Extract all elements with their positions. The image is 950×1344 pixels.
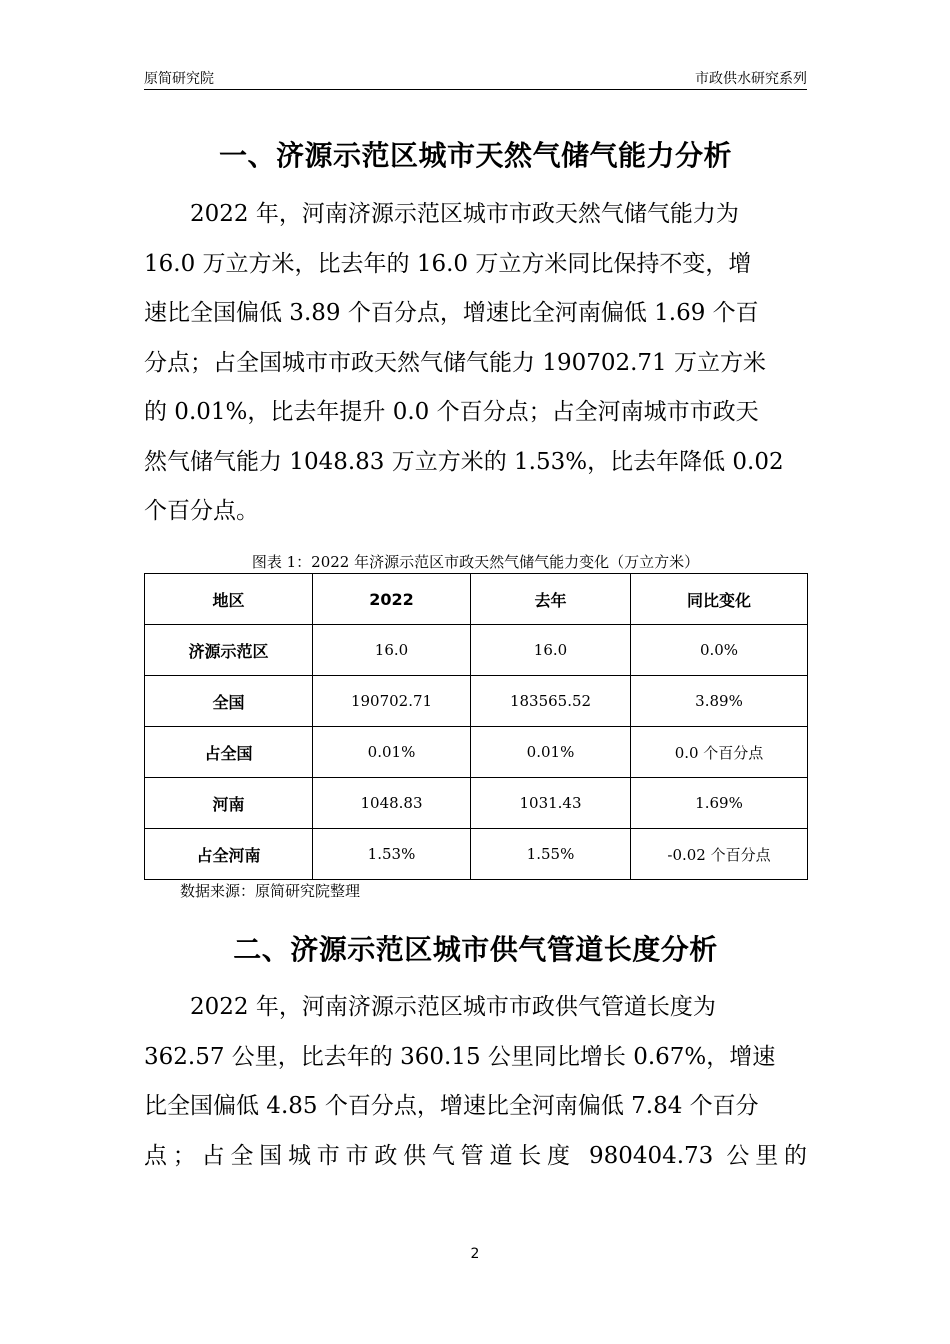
table-row (145, 676, 808, 727)
table-cell: 0.01% (313, 727, 471, 778)
row-label: 占全国 (145, 727, 313, 778)
table-cell: 183565.52 (471, 676, 631, 727)
header-series-title: 市政供水研究系列 (695, 71, 807, 87)
section1-line: 分点；占全国城市市政天然气储气能力 190702.71 万立方米 (144, 349, 766, 376)
section1-line: 个百分点。 (144, 498, 259, 524)
section2-line: 点；占全国城市市政供气管道长度 980404.73 公里的 (144, 1142, 807, 1169)
table-cell: 190702.71 (313, 676, 471, 727)
table-source-note: 数据来源：原简研究院整理 (180, 882, 361, 900)
table-cell: 1.55% (471, 829, 631, 880)
column-header: 地区 (145, 574, 313, 625)
section1-line: 16.0 万立方米，比去年的 16.0 万立方米同比保持不变，增 (144, 250, 752, 277)
table-cell: 1.69% (631, 778, 808, 829)
section1-line: 然气储气能力 1048.83 万立方米的 1.53%，比去年降低 0.02 (144, 448, 784, 475)
table-cell: 0.0 个百分点 (631, 727, 808, 778)
table-row (145, 727, 808, 778)
section2-line: 比全国偏低 4.85 个百分点，增速比全河南偏低 7.84 个百分 (144, 1093, 759, 1119)
section2-heading: 二、济源示范区城市供气管道长度分析 (233, 933, 718, 966)
header-rule (144, 89, 807, 90)
page-header (144, 66, 807, 88)
row-label: 河南 (145, 778, 313, 829)
row-label: 济源示范区 (145, 625, 313, 676)
column-header: 同比变化 (631, 574, 808, 625)
table-caption: 图表 1：2022 年济源示范区市政天然气储气能力变化（万立方米） (251, 553, 700, 571)
section1-heading: 一、济源示范区城市天然气储气能力分析 (218, 139, 732, 172)
table-cell: 0.01% (471, 727, 631, 778)
table-cell: 3.89% (631, 676, 808, 727)
table-cell: 16.0 (313, 625, 471, 676)
table-cell: 1031.43 (471, 778, 631, 829)
storage-capacity-table (144, 573, 808, 880)
header-org-name: 原简研究院 (144, 71, 214, 87)
row-label: 全国 (145, 676, 313, 727)
table-header-row (145, 574, 808, 625)
row-label: 占全河南 (145, 829, 313, 880)
table-row (145, 829, 808, 880)
section2-line: 2022 年，河南济源示范区城市市政供气管道长度为 (190, 994, 716, 1020)
table-cell: 16.0 (471, 625, 631, 676)
section1-paragraph (144, 190, 807, 537)
table-cell: -0.02 个百分点 (631, 829, 808, 880)
section2-paragraph (144, 983, 807, 1181)
page-number: 2 (470, 1246, 480, 1262)
section1-line: 速比全国偏低 3.89 个百分点，增速比全河南偏低 1.69 个百 (144, 300, 759, 326)
section1-line: 的 0.01%，比去年提升 0.0 个百分点；占全河南城市市政天 (144, 399, 759, 425)
section1-line: 2022 年，河南济源示范区城市市政天然气储气能力为 (190, 201, 739, 227)
column-header: 2022 (313, 574, 471, 625)
table-cell: 1.53% (313, 829, 471, 880)
table-cell: 0.0% (631, 625, 808, 676)
column-header: 去年 (471, 574, 631, 625)
table-row (145, 778, 808, 829)
table-cell: 1048.83 (313, 778, 471, 829)
section2-line: 362.57 公里，比去年的 360.15 公里同比增长 0.67%，增速 (144, 1043, 776, 1070)
table-row (145, 625, 808, 676)
